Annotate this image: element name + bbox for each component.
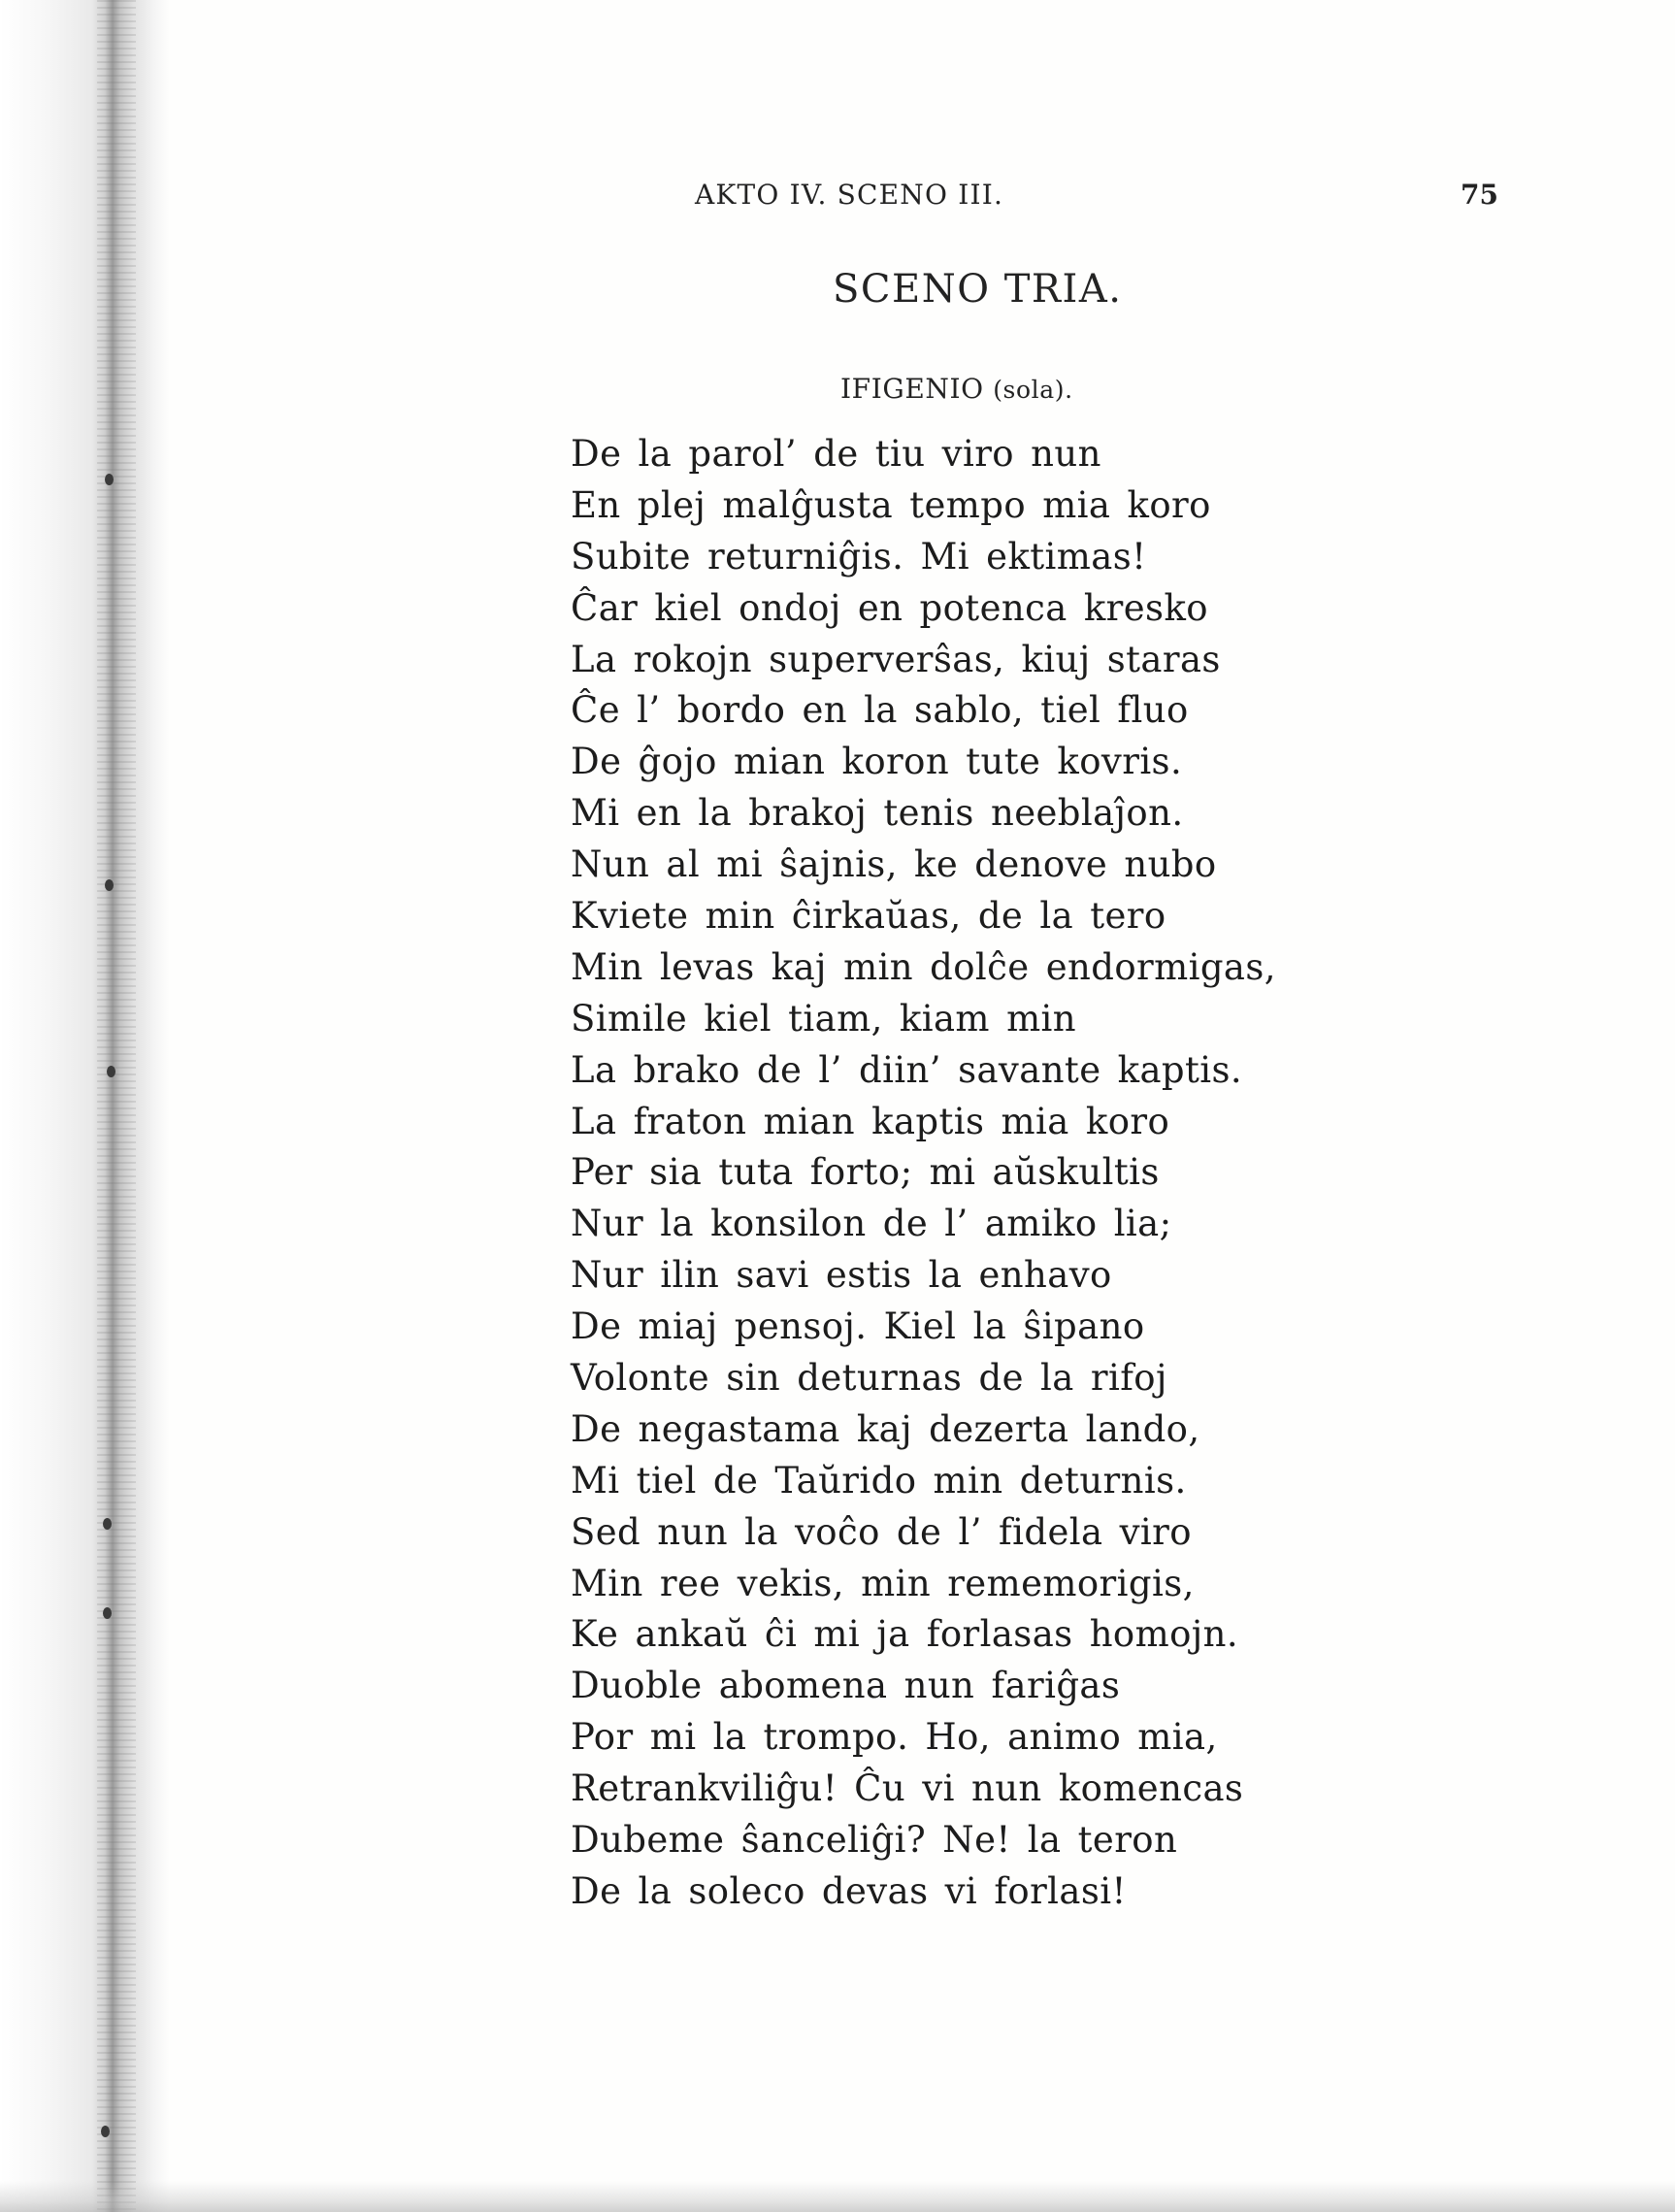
running-head: AKTO IV. SCENO III. bbox=[695, 179, 1004, 211]
verse-line: Simile kiel tiam, kiam min bbox=[571, 997, 1077, 1040]
speaker-heading bbox=[840, 373, 1073, 405]
verse-line: Min levas kaj min dolĉe endormigas, bbox=[571, 945, 1276, 988]
ink-speck bbox=[103, 1607, 112, 1619]
verse-line: Per sia tuta forto; mi aŭskultis bbox=[571, 1151, 1160, 1194]
verse-line: Duoble abomena nun fariĝas bbox=[571, 1665, 1121, 1707]
verse-line: De la parol’ de tiu viro nun bbox=[571, 433, 1101, 475]
verse-line: Ĉe l’ bordo en la sablo, tiel fluo bbox=[571, 689, 1189, 732]
verse-line: Kviete min ĉirkaŭas, de la tero bbox=[571, 895, 1166, 938]
speaker-note: (sola). bbox=[993, 376, 1073, 404]
verse-line: Ke ankaŭ ĉi mi ja forlasas homojn. bbox=[571, 1613, 1239, 1656]
verse-line: Retrankviliĝu! Ĉu vi nun komencas bbox=[571, 1767, 1244, 1810]
verse-line: Por mi la trompo. Ho, animo mia, bbox=[571, 1716, 1218, 1759]
binding-gutter bbox=[0, 0, 170, 2212]
verse-line: Nur la konsilon de l’ amiko lia; bbox=[571, 1203, 1172, 1245]
verse-line: La rokojn superverŝas, kiuj staras bbox=[571, 638, 1221, 680]
verse-line: Volonte sin deturnas de la rifoj bbox=[571, 1357, 1167, 1400]
ink-speck bbox=[105, 879, 114, 891]
ink-speck bbox=[107, 1066, 115, 1077]
verse-line: De ĝojo mian koron tute kovris. bbox=[571, 741, 1183, 783]
ink-speck bbox=[101, 2126, 110, 2137]
verse-line: La brako de l’ diin’ savante kaptis. bbox=[571, 1048, 1243, 1091]
page-bottom-edge bbox=[0, 2181, 1675, 2212]
scene-title: SCENO TRIA. bbox=[833, 267, 1123, 312]
verse-block bbox=[571, 429, 1276, 1918]
verse-line: Sed nun la voĉo de l’ fidela viro bbox=[571, 1510, 1192, 1553]
verse-line: De la soleco devas vi forlasi! bbox=[571, 1869, 1127, 1912]
verse-line: Min ree vekis, min rememorigis, bbox=[571, 1562, 1195, 1604]
verse-line: Ĉar kiel ondoj en potenca kresko bbox=[571, 586, 1208, 629]
speaker-name: IFIGENIO bbox=[840, 373, 984, 405]
ink-speck bbox=[103, 1518, 112, 1530]
verse-line: Mi tiel de Taŭrido min deturnis. bbox=[571, 1459, 1187, 1502]
verse-line: Dubeme ŝanceliĝi? Ne! la teron bbox=[571, 1819, 1178, 1862]
verse-line: Mi en la brakoj tenis neeblaĵon. bbox=[571, 792, 1184, 835]
verse-line: La fraton mian kaptis mia koro bbox=[571, 1100, 1170, 1142]
page-number: 75 bbox=[1461, 179, 1498, 211]
gutter-texture bbox=[97, 0, 136, 2212]
verse-line: Nur ilin savi estis la enhavo bbox=[571, 1254, 1112, 1297]
ink-speck bbox=[105, 474, 114, 485]
verse-line: De negastama kaj dezerta lando, bbox=[571, 1407, 1200, 1450]
verse-line: De miaj pensoj. Kiel la ŝipano bbox=[571, 1305, 1145, 1348]
verse-line: Subite returniĝis. Mi ektimas! bbox=[571, 535, 1147, 578]
verse-line: En plej malĝusta tempo mia koro bbox=[571, 483, 1211, 526]
verse-line: Nun al mi ŝajnis, ke denove nubo bbox=[571, 843, 1217, 886]
